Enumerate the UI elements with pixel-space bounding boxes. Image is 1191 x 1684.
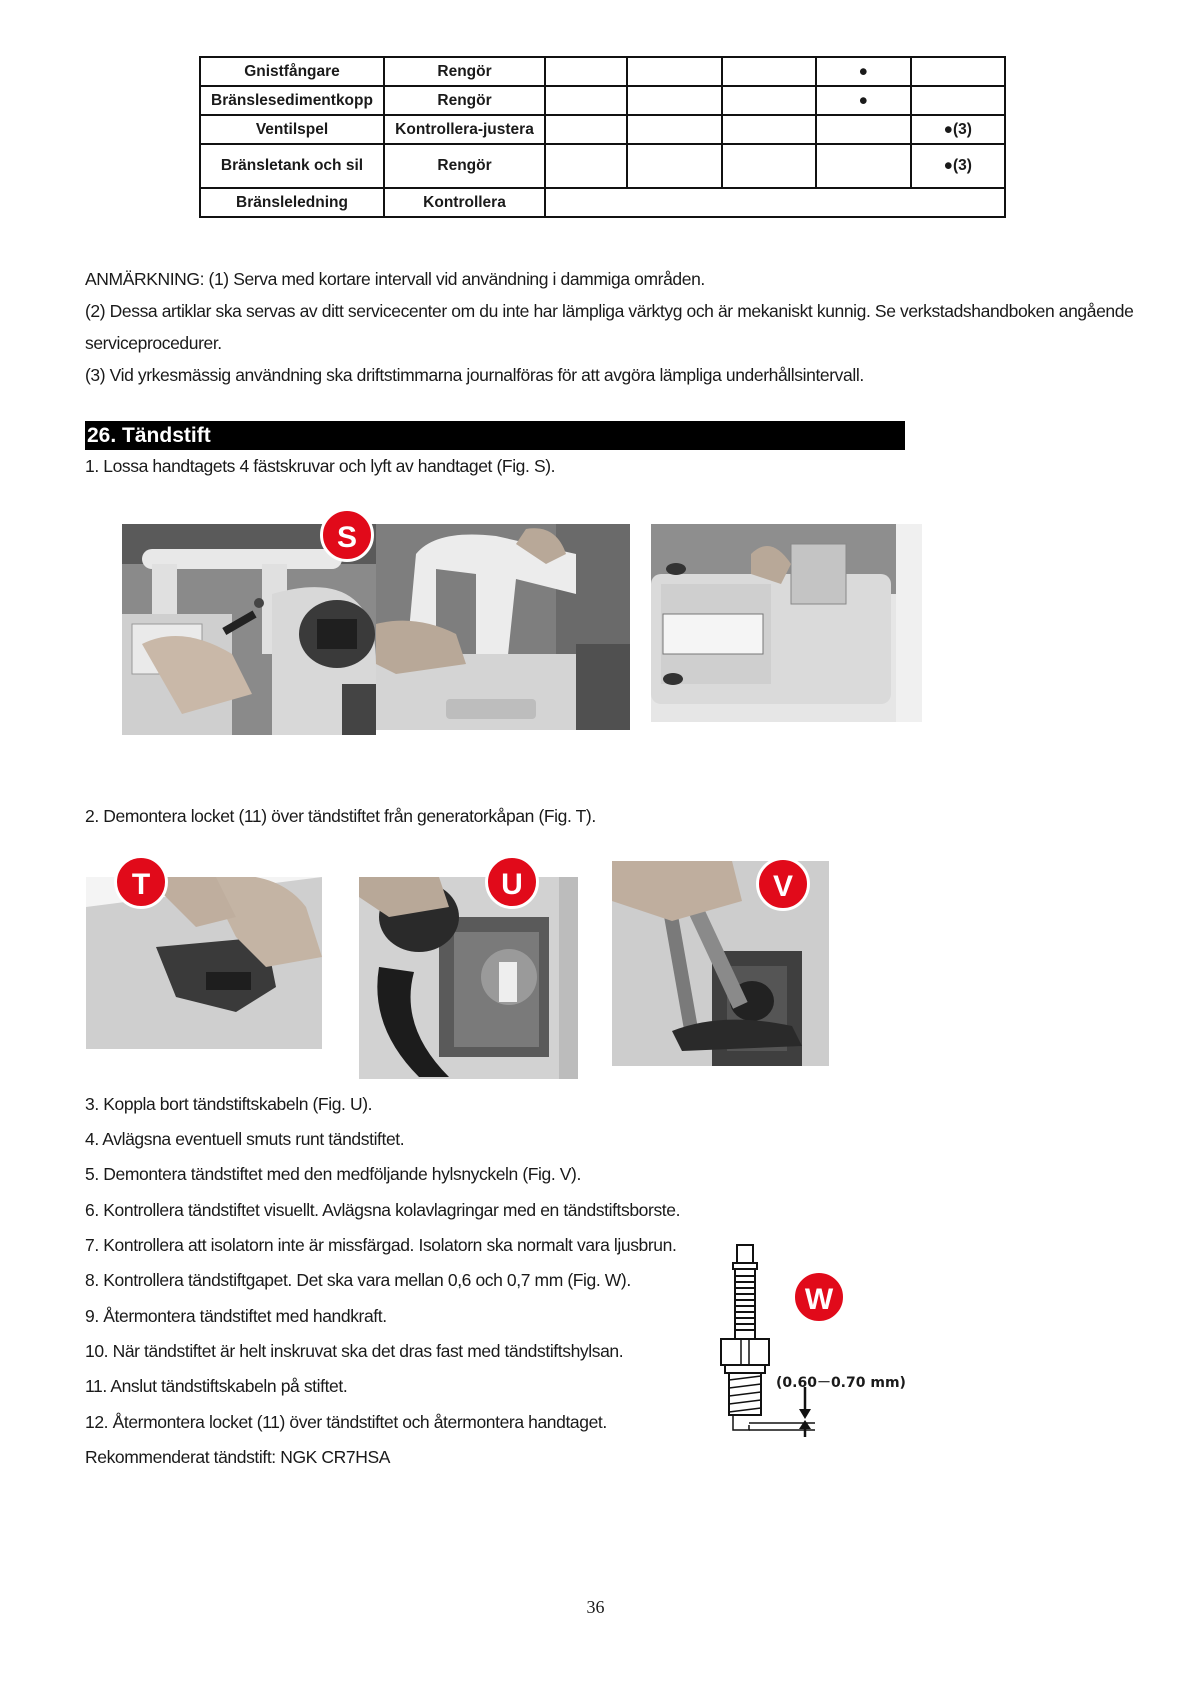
table-row <box>200 188 1005 217</box>
page-number: 36 <box>586 1597 605 1617</box>
interval-cell: ● <box>816 57 910 86</box>
step-4: 4. Avlägsna eventuell smuts runt tändstiftet. <box>85 1129 405 1149</box>
maintenance-table <box>199 56 1006 218</box>
interval-cell <box>911 57 1006 86</box>
step-9: 9. Återmontera tändstiftet med handkraft. <box>85 1306 387 1326</box>
step-1: 1. Lossa handtagets 4 fästskruvar och lyft av handtaget (Fig. S). <box>85 456 556 476</box>
step-11: 11. Anslut tändstiftskabeln på stiftet. <box>85 1376 348 1396</box>
note-2-cont: serviceprocedurer. <box>85 333 222 353</box>
part-cell: Ventilspel <box>200 115 384 144</box>
fig-v-badge: V <box>756 857 810 911</box>
interval-cell <box>545 144 627 188</box>
part-cell: Bränsleledning <box>200 188 384 217</box>
table-row <box>200 144 1005 188</box>
interval-cell <box>722 115 816 144</box>
interval-cell <box>722 144 816 188</box>
fig-w-badge: W <box>792 1270 846 1324</box>
step-12: 12. Återmontera locket (11) över tändstiftet och återmontera handtaget. <box>85 1412 607 1432</box>
part-cell: Bränslesedimentkopp <box>200 86 384 115</box>
step-10: 10. När tändstiftet är helt inskruvat ska det dras fast med tändstiftshylsan. <box>85 1341 624 1361</box>
fig-t-badge: T <box>114 855 168 909</box>
action-cell: Rengör <box>384 57 545 86</box>
interval-cell <box>545 57 627 86</box>
part-cell: Gnistfångare <box>200 57 384 86</box>
photo-lift-handle <box>376 524 630 730</box>
action-cell: Kontrollera-justera <box>384 115 545 144</box>
table-row <box>200 115 1005 144</box>
table-row <box>200 86 1005 115</box>
action-cell: Kontrollera <box>384 188 545 217</box>
interval-cell <box>722 57 816 86</box>
interval-cell <box>545 115 627 144</box>
step-3: 3. Koppla bort tändstiftskabeln (Fig. U). <box>85 1094 373 1114</box>
section-heading: 26. Tändstift <box>85 421 905 450</box>
interval-cell <box>911 86 1006 115</box>
part-cell: Bränsletank och sil <box>200 144 384 188</box>
step-2: 2. Demontera locket (11) över tändstiftet från generatorkåpan (Fig. T). <box>85 806 596 826</box>
interval-cell <box>816 115 910 144</box>
interval-cell <box>816 144 910 188</box>
interval-cell <box>722 86 816 115</box>
recommended-plug: Rekommenderat tändstift: NGK CR7HSA <box>85 1447 391 1467</box>
photo-handle-removed <box>651 524 922 722</box>
interval-cell: ● <box>816 86 910 115</box>
step-5: 5. Demontera tändstiftet med den medföljande hylsnyckeln (Fig. V). <box>85 1164 581 1184</box>
interval-cell <box>545 86 627 115</box>
photo-remove-cover <box>86 877 322 1049</box>
note-2: (2) Dessa artiklar ska servas av ditt servicecenter om du inte har lämpliga värktyg och är mekaniskt kunnig. Se verkstadshandboken angående <box>85 301 1134 321</box>
interval-cell <box>627 57 721 86</box>
action-cell: Rengör <box>384 144 545 188</box>
step-8: 8. Kontrollera tändstiftgapet. Det ska vara mellan 0,6 och 0,7 mm (Fig. W). <box>85 1270 631 1290</box>
table-row <box>200 57 1005 86</box>
fig-u-badge: U <box>485 855 539 909</box>
note-3: (3) Vid yrkesmässig användning ska driftstimmarna journalföras för att avgöra lämpliga underhållsintervall. <box>85 365 864 385</box>
action-cell: Rengör <box>384 86 545 115</box>
photo-disconnect-cable <box>359 877 578 1079</box>
interval-cell: ●(3) <box>911 115 1006 144</box>
interval-cell <box>627 144 721 188</box>
step-6: 6. Kontrollera tändstiftet visuellt. Avlägsna kolavlagringar med en tändstiftsborste. <box>85 1200 681 1220</box>
interval-cell <box>627 115 721 144</box>
step-7: 7. Kontrollera att isolatorn inte är missfärgad. Isolatorn ska normalt vara ljusbrun. <box>85 1235 677 1255</box>
fig-s-badge: S <box>320 508 374 562</box>
interval-cell <box>545 188 1005 217</box>
interval-cell <box>627 86 721 115</box>
note-1: ANMÄRKNING: (1) Serva med kortare intervall vid användning i dammiga områden. <box>85 269 705 289</box>
interval-cell: ●(3) <box>911 144 1006 188</box>
gap-label: (0.60－0.70 mm) <box>776 1375 906 1391</box>
gap-arrows <box>795 1387 815 1425</box>
